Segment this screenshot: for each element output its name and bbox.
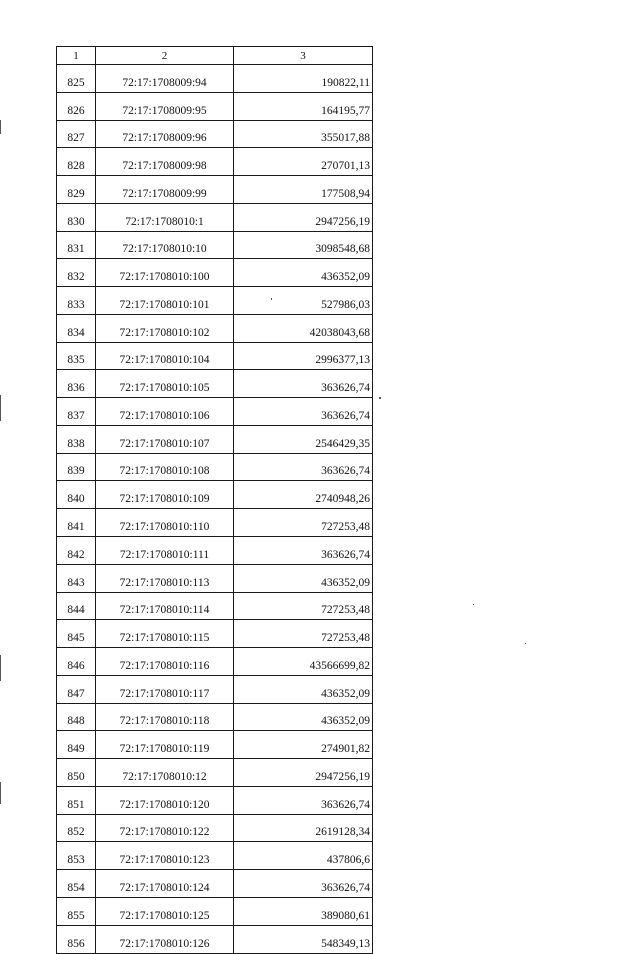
cadastral-number-cell: 72:17:1708010:113 — [96, 564, 234, 592]
table-row — [57, 148, 373, 176]
row-number-cell: 850 — [57, 759, 96, 787]
row-number-cell: 849 — [57, 731, 96, 759]
cadastral-value-cell: 355017,88 — [234, 120, 373, 148]
cadastral-value-cell: 436352,09 — [234, 259, 373, 287]
cadastral-value-cell: 2619128,34 — [234, 814, 373, 842]
cadastral-number-cell: 72:17:1708010:118 — [96, 703, 234, 731]
cadastral-number-cell: 72:17:1708010:111 — [96, 537, 234, 565]
cadastral-value-cell: 548349,13 — [234, 925, 373, 953]
row-number-cell: 844 — [57, 592, 96, 620]
cadastral-value-cell: 727253,48 — [234, 620, 373, 648]
cadastral-number-cell: 72:17:1708010:109 — [96, 481, 234, 509]
table-row — [57, 509, 373, 537]
cadastral-value-cell: 363626,74 — [234, 398, 373, 426]
table-header — [57, 47, 373, 65]
row-number-cell: 838 — [57, 425, 96, 453]
table-row — [57, 703, 373, 731]
table-row — [57, 842, 373, 870]
table-row — [57, 786, 373, 814]
cadastral-value-cell: 2740948,26 — [234, 481, 373, 509]
table-row — [57, 314, 373, 342]
table-row — [57, 176, 373, 204]
table-row — [57, 65, 373, 93]
cadastral-value-cell: 2996377,13 — [234, 342, 373, 370]
table-row — [57, 203, 373, 231]
scan-artifact — [525, 643, 526, 644]
scan-artifact — [0, 782, 1, 804]
cadastral-number-cell: 72:17:1708010:102 — [96, 314, 234, 342]
table-row — [57, 620, 373, 648]
cadastral-number-cell: 72:17:1708010:1 — [96, 203, 234, 231]
row-number-cell: 846 — [57, 648, 96, 676]
table-row — [57, 259, 373, 287]
table-row — [57, 481, 373, 509]
scan-artifact — [473, 604, 474, 605]
table-row — [57, 897, 373, 925]
table-row — [57, 731, 373, 759]
cadastral-value-cell: 190822,11 — [234, 65, 373, 93]
cadastral-number-cell: 72:17:1708010:12 — [96, 759, 234, 787]
row-number-cell: 832 — [57, 259, 96, 287]
cadastral-value-cell: 363626,74 — [234, 370, 373, 398]
cadastral-value-cell: 437806,6 — [234, 842, 373, 870]
cadastral-value-cell: 727253,48 — [234, 592, 373, 620]
table-row — [57, 370, 373, 398]
cadastral-number-cell: 72:17:1708010:100 — [96, 259, 234, 287]
cadastral-value-cell: 363626,74 — [234, 537, 373, 565]
row-number-cell: 837 — [57, 398, 96, 426]
row-number-cell: 855 — [57, 897, 96, 925]
cadastral-value-cell: 3098548,68 — [234, 231, 373, 259]
cadastral-value-table — [56, 46, 373, 954]
table-row — [57, 870, 373, 898]
cadastral-number-cell: 72:17:1708010:126 — [96, 925, 234, 953]
table-row — [57, 592, 373, 620]
table-row — [57, 120, 373, 148]
cadastral-number-cell: 72:17:1708010:107 — [96, 425, 234, 453]
table-row — [57, 342, 373, 370]
column-header-value: 3 — [234, 47, 373, 65]
cadastral-value-cell: 363626,74 — [234, 453, 373, 481]
row-number-cell: 839 — [57, 453, 96, 481]
cadastral-number-cell: 72:17:1708009:95 — [96, 92, 234, 120]
cadastral-number-cell: 72:17:1708010:117 — [96, 675, 234, 703]
row-number-cell: 825 — [57, 65, 96, 93]
cadastral-number-cell: 72:17:1708009:96 — [96, 120, 234, 148]
row-number-cell: 834 — [57, 314, 96, 342]
cadastral-number-cell: 72:17:1708010:10 — [96, 231, 234, 259]
cadastral-value-cell: 436352,09 — [234, 675, 373, 703]
row-number-cell: 853 — [57, 842, 96, 870]
cadastral-number-cell: 72:17:1708010:110 — [96, 509, 234, 537]
row-number-cell: 847 — [57, 675, 96, 703]
row-number-cell: 842 — [57, 537, 96, 565]
table-row — [57, 453, 373, 481]
table-row — [57, 814, 373, 842]
row-number-cell: 829 — [57, 176, 96, 204]
table-row — [57, 92, 373, 120]
cadastral-number-cell: 72:17:1708010:105 — [96, 370, 234, 398]
table-body — [57, 65, 373, 954]
row-number-cell: 835 — [57, 342, 96, 370]
row-number-cell: 852 — [57, 814, 96, 842]
cadastral-number-cell: 72:17:1708010:108 — [96, 453, 234, 481]
row-number-cell: 827 — [57, 120, 96, 148]
row-number-cell: 851 — [57, 786, 96, 814]
table-row — [57, 648, 373, 676]
row-number-cell: 831 — [57, 231, 96, 259]
scan-artifact — [0, 395, 1, 421]
cadastral-number-cell: 72:17:1708009:98 — [96, 148, 234, 176]
cadastral-number-cell: 72:17:1708010:115 — [96, 620, 234, 648]
row-number-cell: 833 — [57, 287, 96, 315]
cadastral-number-cell: 72:17:1708010:106 — [96, 398, 234, 426]
cadastral-number-cell: 72:17:1708010:116 — [96, 648, 234, 676]
cadastral-value-cell: 2546429,35 — [234, 425, 373, 453]
cadastral-number-cell: 72:17:1708010:101 — [96, 287, 234, 315]
scan-artifact — [379, 397, 381, 399]
table-row — [57, 537, 373, 565]
header-row — [57, 47, 373, 65]
cadastral-number-cell: 72:17:1708010:124 — [96, 870, 234, 898]
scan-artifact — [271, 298, 272, 300]
row-number-cell: 845 — [57, 620, 96, 648]
cadastral-value-cell: 42038043,68 — [234, 314, 373, 342]
row-number-cell: 828 — [57, 148, 96, 176]
row-number-cell: 848 — [57, 703, 96, 731]
row-number-cell: 826 — [57, 92, 96, 120]
table-row — [57, 675, 373, 703]
cadastral-value-cell: 274901,82 — [234, 731, 373, 759]
column-header-cadastral: 2 — [96, 47, 234, 65]
cadastral-number-cell: 72:17:1708010:120 — [96, 786, 234, 814]
row-number-cell: 856 — [57, 925, 96, 953]
cadastral-value-cell: 164195,77 — [234, 92, 373, 120]
cadastral-value-cell: 527986,03 — [234, 287, 373, 315]
cadastral-value-cell: 363626,74 — [234, 786, 373, 814]
cadastral-number-cell: 72:17:1708010:122 — [96, 814, 234, 842]
cadastral-value-cell: 436352,09 — [234, 564, 373, 592]
cadastral-value-cell: 436352,09 — [234, 703, 373, 731]
cadastral-value-cell: 2947256,19 — [234, 203, 373, 231]
scan-artifact — [0, 120, 1, 134]
cadastral-value-cell: 43566699,82 — [234, 648, 373, 676]
row-number-cell: 830 — [57, 203, 96, 231]
cadastral-number-cell: 72:17:1708010:123 — [96, 842, 234, 870]
cadastral-value-cell: 270701,13 — [234, 148, 373, 176]
cadastral-number-cell: 72:17:1708010:104 — [96, 342, 234, 370]
table-row — [57, 759, 373, 787]
cadastral-value-cell: 389080,61 — [234, 897, 373, 925]
table-row — [57, 287, 373, 315]
table-row — [57, 425, 373, 453]
cadastral-number-cell: 72:17:1708010:125 — [96, 897, 234, 925]
scan-artifact — [0, 655, 1, 681]
cadastral-value-cell: 2947256,19 — [234, 759, 373, 787]
table-row — [57, 398, 373, 426]
cadastral-number-cell: 72:17:1708010:114 — [96, 592, 234, 620]
cadastral-number-cell: 72:17:1708009:94 — [96, 65, 234, 93]
cadastral-number-cell: 72:17:1708010:119 — [96, 731, 234, 759]
cadastral-value-cell: 363626,74 — [234, 870, 373, 898]
table-row — [57, 231, 373, 259]
column-header-number: 1 — [57, 47, 96, 65]
row-number-cell: 840 — [57, 481, 96, 509]
row-number-cell: 836 — [57, 370, 96, 398]
row-number-cell: 854 — [57, 870, 96, 898]
cadastral-value-cell: 727253,48 — [234, 509, 373, 537]
table-row — [57, 564, 373, 592]
row-number-cell: 841 — [57, 509, 96, 537]
cadastral-number-cell: 72:17:1708009:99 — [96, 176, 234, 204]
row-number-cell: 843 — [57, 564, 96, 592]
table-row — [57, 925, 373, 953]
cadastral-value-cell: 177508,94 — [234, 176, 373, 204]
